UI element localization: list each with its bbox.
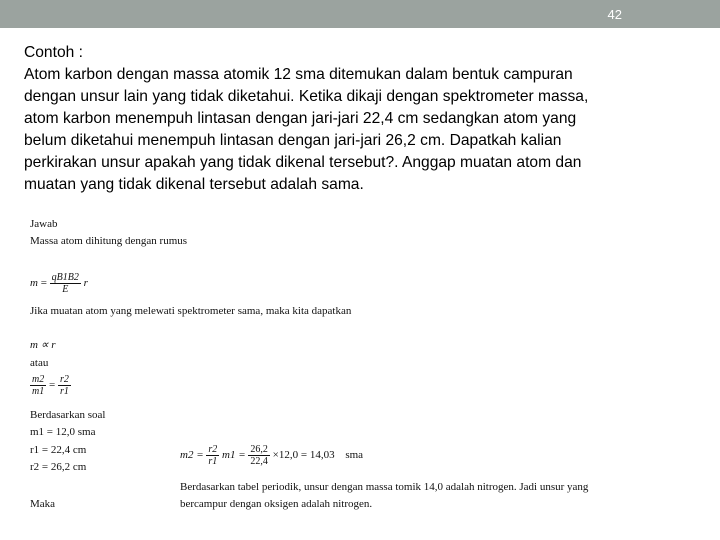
problem-line: dengan unsur lain yang tidak diketahui. Ketika dikaji dengan spektrometer massa, (24, 88, 589, 105)
problem-line: atom karbon menempuh lintasan dengan jari-jari 22,4 cm sedangkan atom yang (24, 110, 577, 127)
slide-header-bar (0, 0, 720, 28)
given-m1: m1 = 12,0 sma (30, 426, 96, 438)
mass-formula: m = $\frac{qB1B2}{E}$ r (30, 272, 88, 295)
proportional-relation: m ∝ r (30, 339, 56, 351)
conclusion-line: bercampur dengan oksigen adalah nitrogen. (180, 498, 373, 510)
problem-line: perkirakan unsur apakah yang tidak dikenal tersebut?. Anggap muatan atom dan (24, 154, 582, 171)
ratio-formula: $\frac{m2}{m1}$ = $\frac{r2}{r1}$ (32, 374, 69, 397)
atau-label: atau (30, 357, 49, 369)
calculation: m2 = $\frac{r2}{r1}$ m1 = $\frac{26,2}{22,4}$ ×12,0 = 14,03 sma (180, 444, 364, 467)
given-r1: r1 = 22,4 cm (30, 444, 87, 456)
conclusion-line: Berdasarkan tabel periodik, unsur dengan massa tomik 14,0 adalah nitrogen. Jadi unsur yang (180, 481, 589, 493)
jawab-label: Jawab (30, 218, 58, 230)
problem-text (24, 42, 714, 196)
page-number: 42 (607, 7, 622, 22)
problem-line: muatan yang tidak dikenal tersebut adalah sama. (24, 176, 364, 193)
problem-line: belum diketahui menempuh lintasan dengan jari-jari 26,2 cm. Dapatkah kalian (24, 132, 562, 149)
maka-label: Maka (30, 498, 56, 510)
formula-intro: Massa atom dihitung dengan rumus (30, 235, 188, 247)
berdasarkan-soal: Berdasarkan soal (30, 409, 106, 421)
problem-heading: Contoh : (24, 44, 83, 61)
same-charge-text: Jika muatan atom yang melewati spektrometer sama, maka kita dapatkan (30, 305, 352, 317)
given-r2: r2 = 26,2 cm (30, 461, 87, 473)
problem-line: Atom karbon dengan massa atomik 12 sma ditemukan dalam bentuk campuran (24, 66, 573, 83)
